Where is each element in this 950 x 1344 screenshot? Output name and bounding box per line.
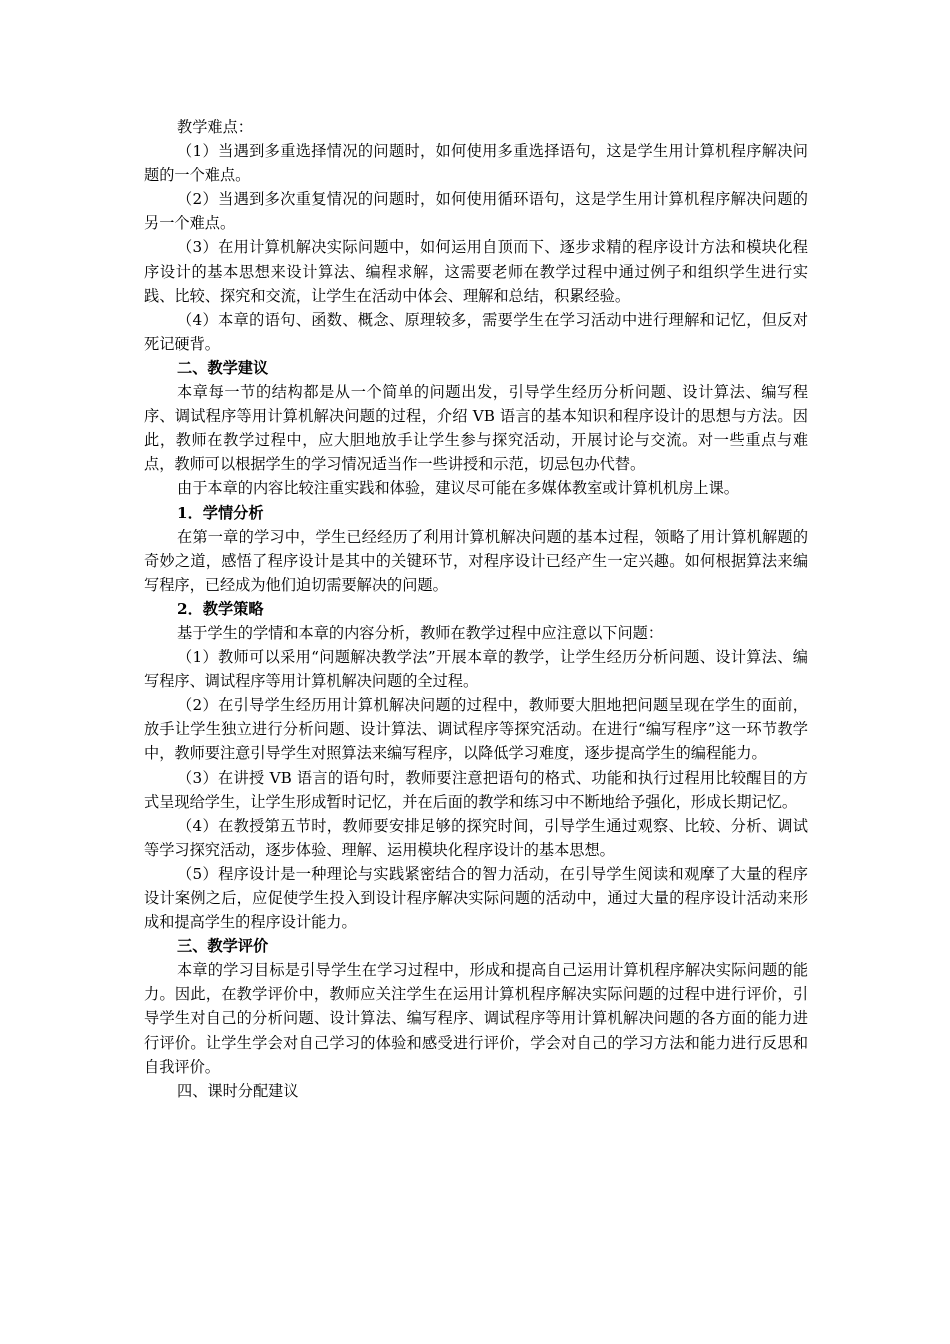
paragraph-classroom-suggestion: 由于本章的内容比较注重实践和体验，建议尽可能在多媒体教室或计算机机房上课。 <box>177 479 739 498</box>
section-heading-teaching-evaluation: 三、教学评价 <box>177 937 269 956</box>
strategy-item-2: （2）在引导学生经历用计算机解决问题的过程中，教师要大胆地把问题呈现在学生的面前，放手让学生独立进行分析问题、设计算法、调试程序等探究活动。在进行“编写程序”这一环节教学中，教师要注意引导学生对照算法来编写程序，以降低学习难度，逐步提高学生的编程能力。 <box>144 696 808 763</box>
paragraph-chapter-structure: 本章每一节的结构都是从一个简单的问题出发，引导学生经历分析问题、设计算法、编写程序、调试程序等用计算机解决问题的过程，介绍 VB 语言的基本知识和程序设计的思想与方法。因此，教师在教学过程中，应大胆地放手让学生参与探究活动，开展讨论与交流。对一些重点与难点，教师可以根据学生的学习情况适当作一些讲授和示范，切忌包办代替。 <box>144 383 808 474</box>
document-body <box>144 115 808 1103</box>
strategy-item-3: （3）在讲授 VB 语言的语句时，教师要注意把语句的格式、功能和执行过程用比较醒目的方式呈现给学生，让学生形成暂时记忆，并在后面的教学和练习中不断地给予强化，形成长期记忆。 <box>144 768 808 811</box>
difficulty-heading: 教学难点： <box>177 118 253 136</box>
strategy-item-5: （5）程序设计是一种理论与实践紧密结合的智力活动，在引导学生阅读和观摩了大量的程序设计案例之后，应促使学生投入到设计程序解决实际问题的活动中，通过大量的程序设计活动来形成和提高学生的程序设计能力。 <box>144 864 808 932</box>
subheading-teaching-strategy: 2．教学策略 <box>177 599 264 618</box>
difficulty-item-1: （1）当遇到多重选择情况的问题时，如何使用多重选择语句，这是学生用计算机程序解决问题的一个难点。 <box>144 142 808 185</box>
paragraph-strategy-intro: 基于学生的学情和本章的内容分析，教师在教学过程中应注意以下问题： <box>177 623 663 642</box>
paragraph-evaluation: 本章的学习目标是引导学生在学习过程中，形成和提高自己运用计算机程序解决实际问题的能力。因此，在教学评价中，教师应关注学生在运用计算机程序解决实际问题的过程中进行评价，引导学生对自己的分析问题、设计算法、编写程序、调试程序等用计算机解决问题的各方面的能力进行评价。让学生学会对自己学习的体验和感受进行评价，学会对自己的学习方法和能力进行反思和自我评价。 <box>144 961 808 1076</box>
section-heading-teaching-advice: 二、教学建议 <box>177 358 269 377</box>
paragraph-learner-analysis: 在第一章的学习中，学生已经经历了利用计算机解决问题的基本过程，领略了用计算机解题的奇妙之道，感悟了程序设计是其中的关键环节，对程序设计已经产生一定兴趣。如何根据算法来编写程序，已经成为他们迫切需要解决的问题。 <box>144 527 808 594</box>
strategy-item-1: （1）教师可以采用“问题解决教学法”开展本章的教学，让学生经历分析问题、设计算法、编写程序、调试程序等用计算机解决问题的全过程。 <box>144 648 808 691</box>
section-heading-class-hours: 四、课时分配建议 <box>177 1081 299 1100</box>
strategy-item-4: （4）在教授第五节时，教师要安排足够的探究时间，引导学生通过观察、比较、分析、调试等学习探究活动，逐步体验、理解、运用模块化程序设计的基本思想。 <box>144 816 808 859</box>
subheading-learner-analysis: 1．学情分析 <box>177 503 264 522</box>
difficulty-item-2: （2）当遇到多次重复情况的问题时，如何使用循环语句，这是学生用计算机程序解决问题的另一个难点。 <box>144 190 808 233</box>
difficulty-item-3: （3）在用计算机解决实际问题中，如何运用自顶而下、逐步求精的程序设计方法和模块化程序设计的基本思想来设计算法、编程求解，这需要老师在教学过程中通过例子和组织学生进行实践、比较、探究和交流，让学生在活动中体会、理解和总结，积累经验。 <box>144 238 808 305</box>
difficulty-item-4: （4）本章的语句、函数、概念、原理较多，需要学生在学习活动中进行理解和记忆，但反对死记硬背。 <box>144 310 808 353</box>
